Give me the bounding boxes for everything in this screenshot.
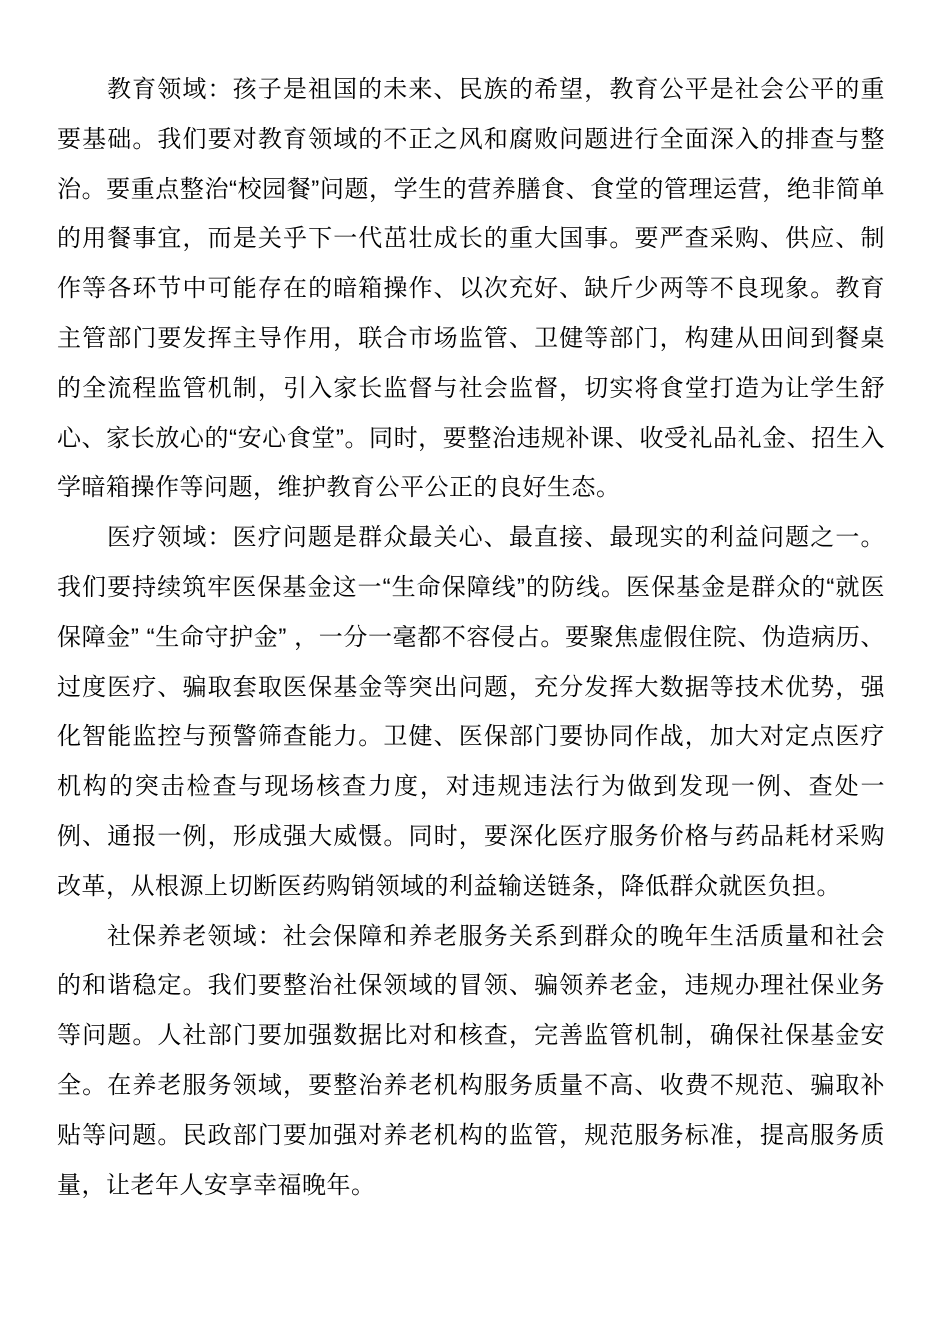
paragraph-healthcare: 医疗领域：医疗问题是群众最关心、最直接、最现实的利益问题之一。我们要持续筑牢医保基金这一“生命保障线”的防线。医保基金是群众的“就医保障金” “生命守护金” ，一分一毫都不容侵占。要聚焦虚假住院、伪造病历、过度医疗、骗取套取医保基金等突出问题，充分发挥大数据等技术优势，强化智能监控与预警筛查能力。卫健、医保部门要协同作战，加大对定点医疗机构的突击检查与现场核查力度，对违规违法行为做到发现一例、查处一例、通报一例，形成强大威慑。同时，要深化医疗服务价格与药品耗材采购改革，从根源上切断医药购销领域的利益输送链条，降低群众就医负担。 bbox=[57, 524, 885, 900]
paragraph-social-security: 社保养老领域：社会保障和养老服务关系到群众的晚年生活质量和社会的和谐稳定。我们要整治社保领域的冒领、骗领养老金，违规办理社保业务等问题。人社部门要加强数据比对和核查，完善监管机制，确保社保基金安全。在养老服务领域，要整治养老机构服务质量不高、收费不规范、骗取补贴等问题。民政部门要加强对养老机构的监管，规范服务标准，提高服务质量，让老年人安享幸福晚年。 bbox=[57, 922, 885, 1199]
paragraph-education: 教育领域：孩子是祖国的未来、民族的希望，教育公平是社会公平的重要基础。我们要对教育领域的不正之风和腐败问题进行全面深入的排查与整治。要重点整治“校园餐”问题，学生的营养膳食、食堂的管理运营，绝非简单的用餐事宜，而是关乎下一代茁壮成长的重大国事。要严查采购、供应、制作等各环节中可能存在的暗箱操作、以次充好、缺斤少两等不良现象。教育主管部门要发挥主导作用，联合市场监管、卫健等部门，构建从田间到餐桌的全流程监管机制，引入家长监督与社会监督，切实将食堂打造为让学生舒心、家长放心的“安心食堂”。同时，要整治违规补课、收受礼品礼金、招生入学暗箱操作等问题，维护教育公平公正的良好生态。 bbox=[57, 76, 885, 502]
